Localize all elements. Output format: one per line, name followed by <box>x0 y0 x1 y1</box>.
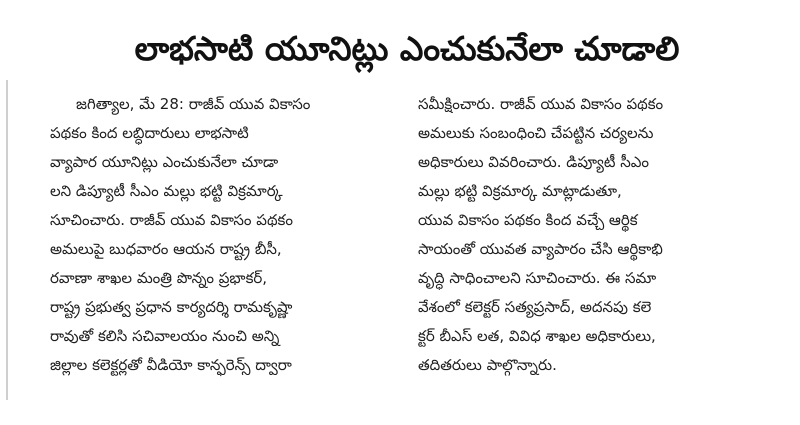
body-line: జగిత్యాల, మే 28: రాజీవ్ యువ వికాసం <box>76 95 311 113</box>
body-line: యువ వికాసం పథకం కింద వచ్చే ఆర్థిక <box>418 211 638 229</box>
page-edge-rule <box>6 80 8 400</box>
body-line: జిల్లాల కలెక్టర్లతో వీడియో కాన్ఫరెన్స్ ద్వారా <box>50 356 292 374</box>
body-line: క్టర్ బీఎస్ లత, వివిధ శాఖల అధికారులు, <box>418 327 656 345</box>
body-line: అమలుకు సంబంధించి చేపట్టిన చర్యలను <box>418 124 654 142</box>
body-line: వ్యాపార యూనిట్లు ఎంచుకునేలా చూడా <box>50 153 279 171</box>
body-line: పథకం కింద లబ్ధిదారులు లాభసాటి <box>50 124 249 142</box>
body-line: అధికారులు వివరించారు. డిప్యూటీ సీఎం <box>418 153 650 171</box>
left-column <box>50 90 390 410</box>
body-line: వృద్ధి సాధించాలని సూచించారు. ఈ సమా <box>418 269 657 287</box>
body-line: లని డిప్యూటీ సీఎం మల్లు భట్టి విక్రమార్క <box>50 182 283 200</box>
body-line: మల్లు భట్టి విక్రమార్క మాట్లాడుతూ, <box>418 182 622 200</box>
body-line: అమలుపై బుధవారం ఆయన రాష్ట్ర బీసీ, <box>50 240 282 258</box>
body-line: రాష్ట్ర ప్రభుత్వ ప్రధాన కార్యదర్శి రామకృష్ణా <box>50 298 293 316</box>
headline: లాభసాటి యూనిట్లు ఎంచుకునేలా చూడాలి <box>134 29 680 68</box>
body-line: తదితరులు పాల్గొన్నారు. <box>418 356 557 374</box>
body-line: సూచించారు. రాజీవ్ యువ వికాసం పథకం <box>50 211 293 229</box>
right-column <box>418 90 766 410</box>
body-line: సాయంతో యువత వ్యాపారం చేసి ఆర్థికాభి <box>418 240 663 258</box>
body-line: రవాణా శాఖల మంత్రి పొన్నం ప్రభాకర్, <box>50 269 268 287</box>
body-line: సమీక్షించారు. రాజీవ్ యువ వికాసం పథకం <box>418 95 664 113</box>
body-line: రావుతో కలిసి సచివాలయం నుంచి అన్ని <box>50 327 280 345</box>
body-line: వేశంలో కలెక్టర్ సత్యప్రసాద్, అదనపు కలె <box>418 298 652 316</box>
